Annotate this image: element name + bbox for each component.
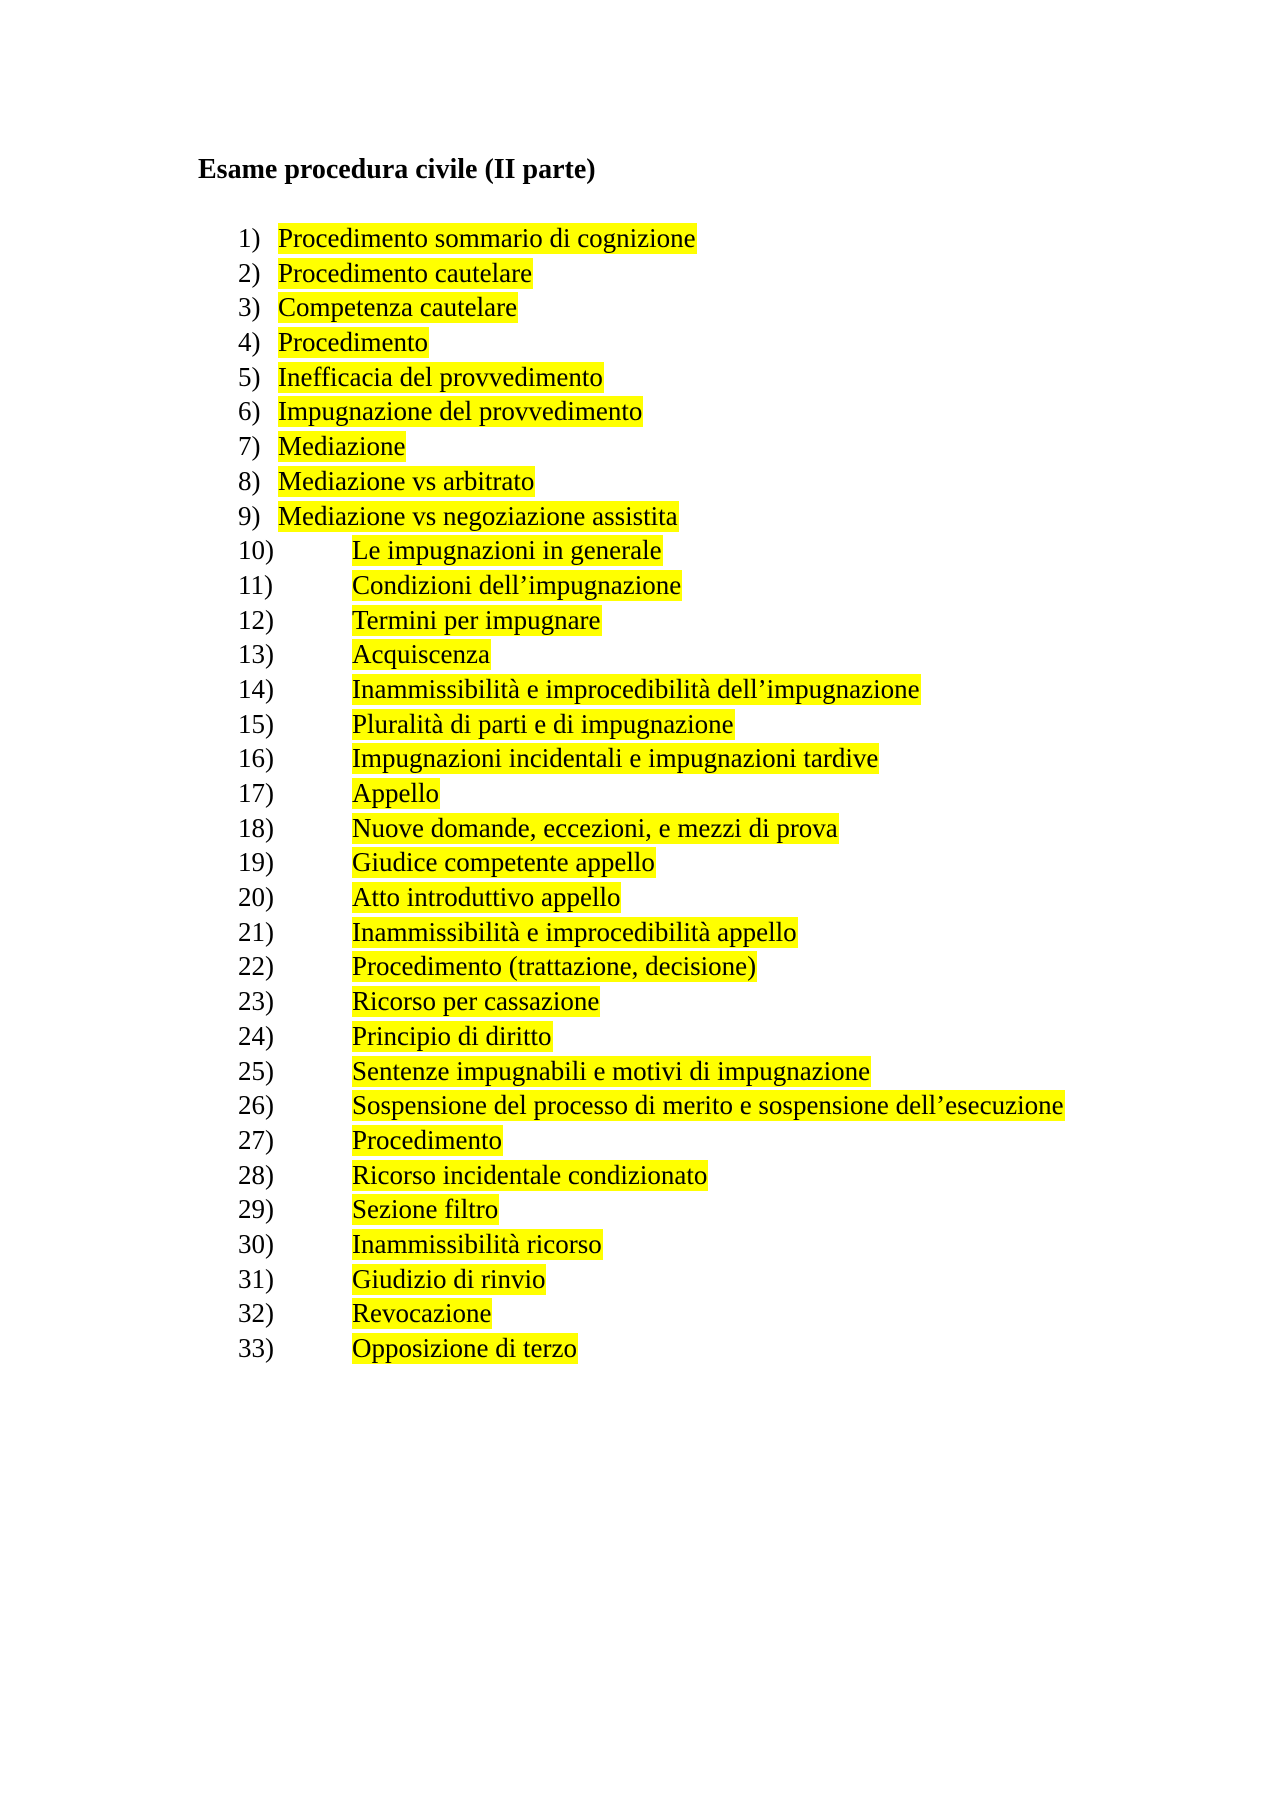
list-item-text: Ricorso incidentale condizionato <box>352 1159 708 1190</box>
list-item-number: 20) <box>238 882 274 913</box>
list-item-number: 27) <box>238 1124 274 1155</box>
list-item <box>0 915 1280 950</box>
list-item-number: 22) <box>238 951 274 982</box>
list-item-text: Sezione filtro <box>352 1194 499 1225</box>
list-item-text: Procedimento cautelare <box>278 257 533 288</box>
list-item-number: 24) <box>238 1020 274 1051</box>
list-item <box>0 1088 1280 1123</box>
list-item <box>0 1158 1280 1193</box>
list-item <box>0 845 1280 880</box>
list-item-text: Inammissibilità e improcedibilità appello <box>352 916 797 947</box>
list-item <box>0 1019 1280 1054</box>
list-item <box>0 707 1280 742</box>
list-item <box>0 949 1280 984</box>
list-item-text: Inammissibilità ricorso <box>352 1228 602 1259</box>
list-item-text: Opposizione di terzo <box>352 1333 577 1363</box>
list-item-number: 18) <box>238 812 274 843</box>
list-item-number: 17) <box>238 778 274 808</box>
list-item <box>0 637 1280 672</box>
list-item-text: Ricorso per cassazione <box>352 986 600 1017</box>
list-item-number: 23) <box>238 986 274 1017</box>
list-item <box>0 533 1280 568</box>
list-item-number: 28) <box>238 1159 274 1190</box>
list-item-number: 19) <box>238 847 274 878</box>
list-item <box>0 603 1280 638</box>
list-item-number: 1) <box>238 223 261 253</box>
list-item-text: Competenza cautelare <box>278 292 518 323</box>
list-item-text: Giudice competente appello <box>352 847 655 878</box>
list-item-text: Nuove domande, eccezioni, e mezzi di prova <box>352 812 838 843</box>
list-item-text: Mediazione vs negoziazione assistita <box>278 500 678 531</box>
list-item-text: Impugnazione del provvedimento <box>278 396 643 427</box>
list-item-text: Acquiscenza <box>352 639 490 670</box>
list-item-number: 14) <box>238 673 274 704</box>
list-item <box>0 568 1280 603</box>
list-item-text: Sentenze impugnabili e motivi di impugnazione <box>352 1055 871 1086</box>
list-item-number: 5) <box>238 361 261 392</box>
list-item-text: Inefficacia del provvedimento <box>278 361 603 392</box>
list-item <box>0 290 1280 325</box>
list-item <box>0 429 1280 464</box>
list-item-number: 12) <box>238 604 274 635</box>
list-item-text: Atto introduttivo appello <box>352 882 621 913</box>
list-item-number: 9) <box>238 500 261 531</box>
list-item-number: 33) <box>238 1333 274 1363</box>
list-item-number: 10) <box>238 535 274 566</box>
topic-list <box>0 221 1280 1366</box>
list-item-text: Condizioni dell’impugnazione <box>352 569 682 600</box>
list-item <box>0 672 1280 707</box>
document-title: Esame procedura civile (II parte) <box>198 154 596 185</box>
list-item <box>0 1296 1280 1331</box>
list-item <box>0 325 1280 360</box>
list-item-number: 32) <box>238 1298 274 1329</box>
list-item-text: Mediazione <box>278 431 406 462</box>
list-item <box>0 394 1280 429</box>
list-item <box>0 464 1280 499</box>
list-item-number: 21) <box>238 916 274 947</box>
list-item <box>0 880 1280 915</box>
list-item-number: 11) <box>238 569 273 600</box>
list-item <box>0 984 1280 1019</box>
list-item-text: Giudizio di rinvio <box>352 1263 546 1294</box>
list-item-number: 4) <box>238 327 261 358</box>
list-item-text: Procedimento sommario di cognizione <box>278 223 696 253</box>
list-item <box>0 741 1280 776</box>
list-item <box>0 1331 1280 1366</box>
list-item <box>0 1123 1280 1158</box>
list-item-number: 26) <box>238 1090 274 1121</box>
list-item-number: 6) <box>238 396 261 427</box>
list-item-number: 15) <box>238 708 274 739</box>
list-item <box>0 256 1280 291</box>
list-item-text: Procedimento <box>352 1124 502 1155</box>
list-item-number: 16) <box>238 743 274 774</box>
list-item-number: 7) <box>238 431 261 462</box>
list-item-text: Sospensione del processo di merito e sospensione dell’esecuzione <box>352 1090 1064 1121</box>
list-item-text: Termini per impugnare <box>352 604 601 635</box>
list-item <box>0 221 1280 256</box>
list-item <box>0 776 1280 811</box>
list-item-text: Mediazione vs arbitrato <box>278 465 535 496</box>
list-item-text: Pluralità di parti e di impugnazione <box>352 708 734 739</box>
list-item <box>0 499 1280 534</box>
list-item-text: Inammissibilità e improcedibilità dell’impugnazione <box>352 673 920 704</box>
list-item-text: Procedimento <box>278 327 428 358</box>
list-item <box>0 811 1280 846</box>
list-item-text: Revocazione <box>352 1298 492 1329</box>
list-item <box>0 360 1280 395</box>
list-item-text: Le impugnazioni in generale <box>352 535 662 566</box>
list-item-number: 13) <box>238 639 274 670</box>
list-item <box>0 1054 1280 1089</box>
list-item-number: 8) <box>238 465 261 496</box>
list-item-text: Impugnazioni incidentali e impugnazioni tardive <box>352 743 879 774</box>
list-item-number: 30) <box>238 1228 274 1259</box>
list-item <box>0 1227 1280 1262</box>
list-item-number: 29) <box>238 1194 274 1225</box>
list-item-text: Appello <box>352 778 439 808</box>
list-item <box>0 1192 1280 1227</box>
list-item-number: 31) <box>238 1263 274 1294</box>
list-item-text: Principio di diritto <box>352 1020 552 1051</box>
list-item-text: Procedimento (trattazione, decisione) <box>352 951 757 982</box>
list-item <box>0 1262 1280 1297</box>
list-item-number: 2) <box>238 257 261 288</box>
list-item-number: 25) <box>238 1055 274 1086</box>
list-item-number: 3) <box>238 292 261 323</box>
